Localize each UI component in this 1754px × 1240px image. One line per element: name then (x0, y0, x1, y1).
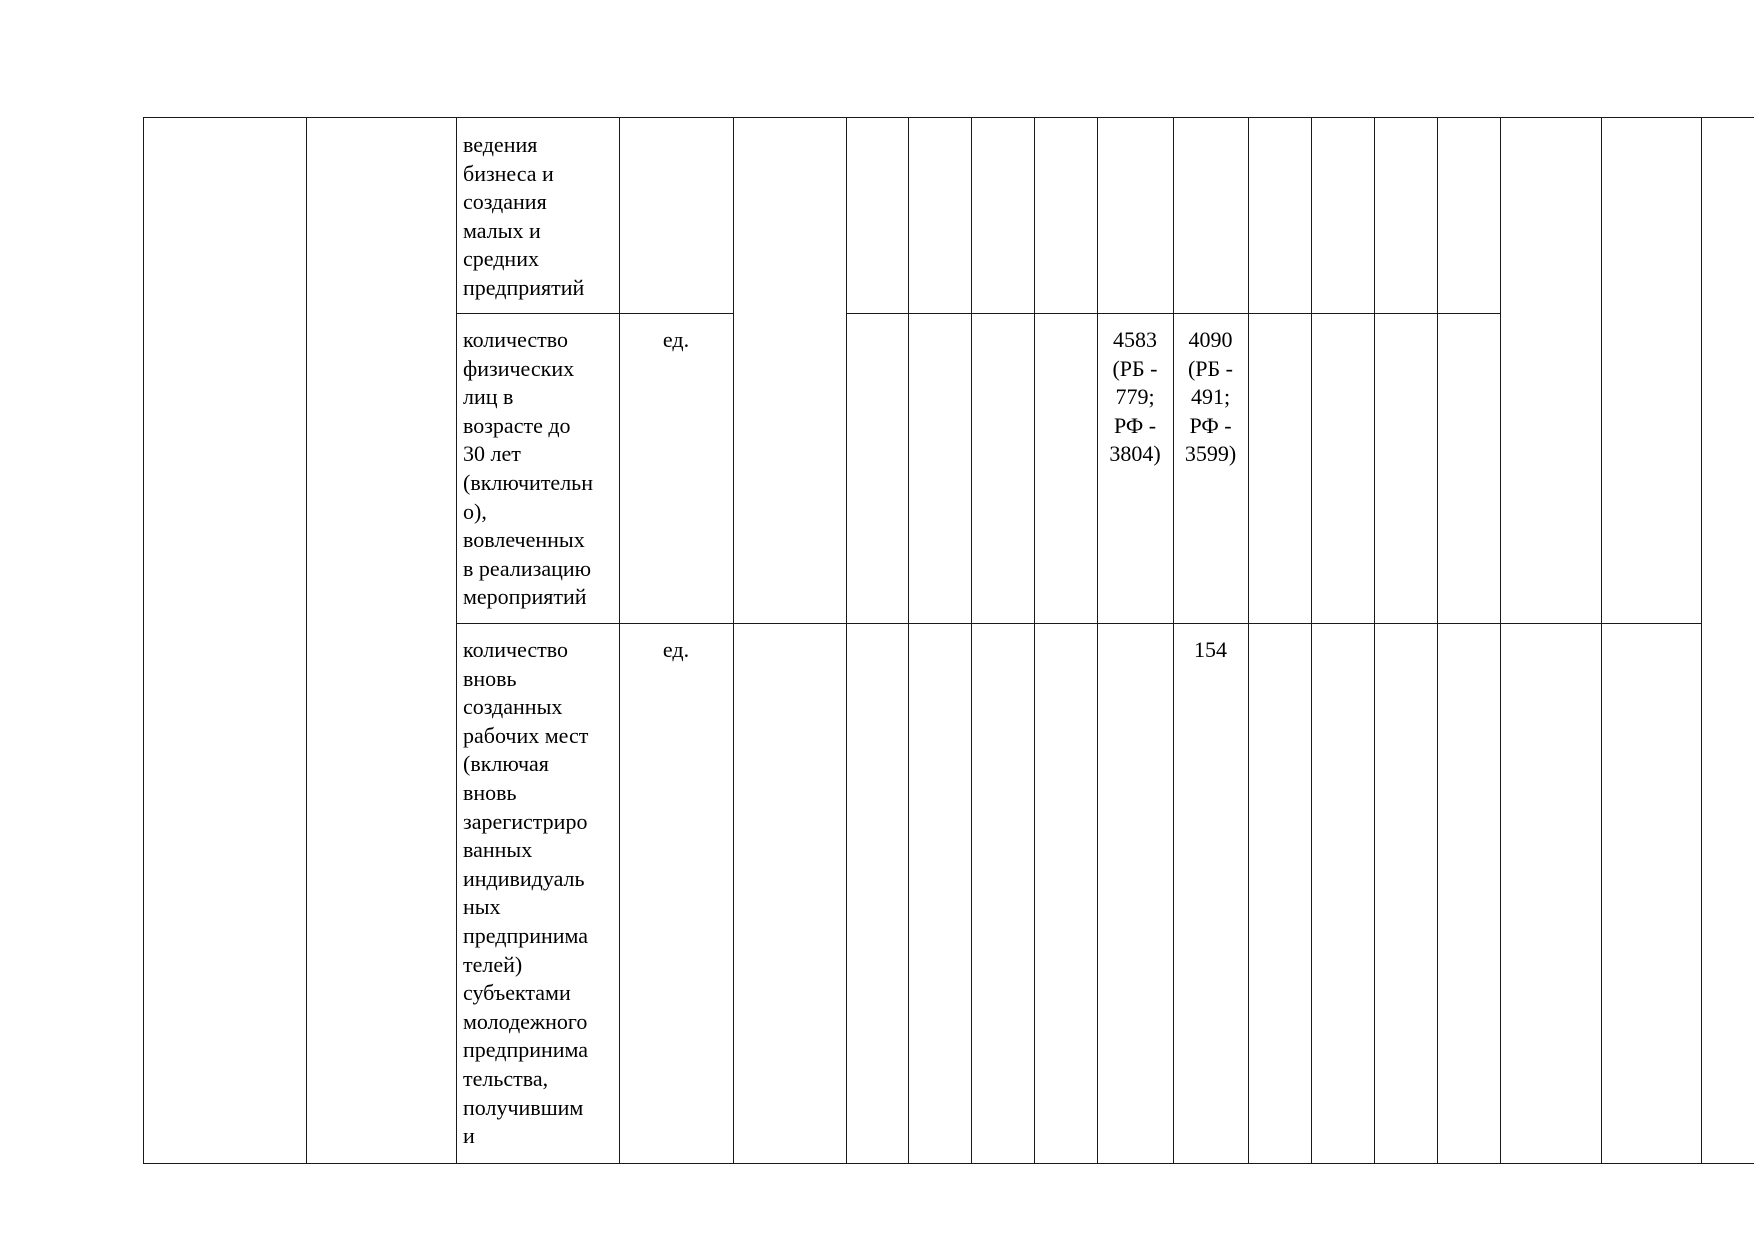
column-border (1248, 117, 1249, 1164)
column-border (733, 117, 734, 1164)
column-border (1500, 117, 1501, 1164)
table-bottom-border (143, 1163, 1754, 1164)
indicator-text: количество физических лиц в возрасте до 30 лет (включительн о), вовлеченных в реализацию мероприятий (463, 327, 593, 610)
column-border (1097, 117, 1098, 1164)
column-border (1311, 117, 1312, 1164)
column-border (143, 117, 144, 1164)
value-cell: 4583 (РБ - 779; РФ - 3804) (1109, 327, 1161, 467)
indicator-text: ведения бизнеса и создания малых и средних предприятий (463, 132, 585, 300)
column-border (1701, 117, 1702, 1164)
row-divider-1-left (456, 313, 733, 314)
column-border (846, 117, 847, 1164)
column-border (1437, 117, 1438, 1164)
row-divider-2 (456, 623, 1702, 624)
column-border (908, 117, 909, 1164)
indicator-text: количество вновь созданных рабочих мест (включая вновь зарегистриро ванных индивидуаль ных предпринима телей) субъектами молодежного предпринима тельства, получившим и (463, 637, 589, 1149)
unit-cell: ед. (662, 637, 690, 662)
value-cell: 4090 (РБ - 491; РФ - 3599) (1184, 327, 1237, 467)
column-border (1034, 117, 1035, 1164)
column-border (456, 117, 457, 1164)
table-top-border (143, 117, 1754, 118)
column-border (306, 117, 307, 1164)
column-border (1374, 117, 1375, 1164)
unit-cell: ед. (662, 327, 690, 352)
value-cell: 154 (1194, 637, 1227, 662)
column-border (971, 117, 972, 1164)
column-border (1601, 117, 1602, 1164)
